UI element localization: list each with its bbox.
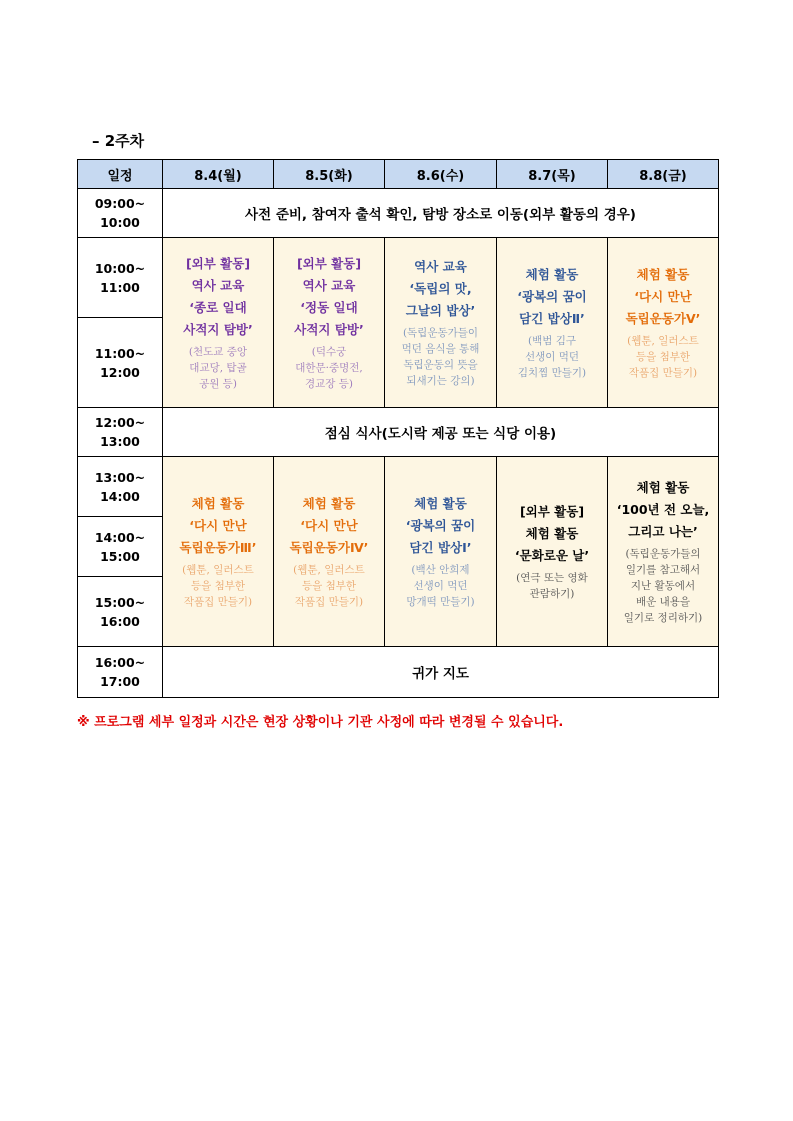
activity-wed-morning: 역사 교육 ‘독립의 맛, 그날의 밥상’ (독립운동가들이 먹던 음식을 통해 독립운동의 뜻을 되새기는 강의) — [385, 238, 497, 408]
activity-mon-afternoon: 체험 활동 ‘다시 만난 독립운동가Ⅲ’ (웹툰, 일러스트 등을 첨부한 작품집 만들기) — [163, 457, 274, 647]
prep-cell: 사전 준비, 참여자 출석 확인, 탐방 장소로 이동(외부 활동의 경우) — [163, 189, 719, 238]
change-notice: ※ 프로그램 세부 일정과 시간은 현장 상황이나 기관 사정에 따라 변경될 수 있습니다. — [77, 715, 564, 730]
time-cell-1200: 12:00~ 13:00 — [78, 408, 163, 457]
header-day-mon: 8.4(월) — [163, 160, 274, 189]
time-cell-0900: 09:00~ 10:00 — [78, 189, 163, 238]
time-cell-1600: 16:00~ 17:00 — [78, 647, 163, 698]
time-cell-1100: 11:00~ 12:00 — [78, 318, 163, 408]
schedule-table — [77, 159, 719, 698]
activity-fri-afternoon: 체험 활동 ‘100년 전 오늘, 그리고 나는’ (독립운동가들의 일기를 참고해서 지난 활동에서 배운 내용을 일기로 정리하기) — [608, 457, 719, 647]
time-cell-1400: 14:00~ 15:00 — [78, 517, 163, 577]
activity-wed-afternoon: 체험 활동 ‘광복의 꿈이 담긴 밥상Ⅰ’ (백산 안희제 선생이 먹던 망개떡 만들기) — [385, 457, 497, 647]
row-1300 — [78, 457, 719, 517]
header-schedule: 일정 — [78, 160, 163, 189]
activity-thu-afternoon: [외부 활동] 체험 활동 ‘문화로운 날’ (연극 또는 영화 관람하기) — [497, 457, 608, 647]
row-1200 — [78, 408, 719, 457]
header-day-fri: 8.8(금) — [608, 160, 719, 189]
activity-tue-afternoon: 체험 활동 ‘다시 만난 독립운동가Ⅳ’ (웹툰, 일러스트 등을 첨부한 작품집 만들기) — [274, 457, 385, 647]
time-cell-1500: 15:00~ 16:00 — [78, 577, 163, 647]
time-cell-1300: 13:00~ 14:00 — [78, 457, 163, 517]
time-cell-1000: 10:00~ 11:00 — [78, 238, 163, 318]
activity-fri-morning: 체험 활동 ‘다시 만난 독립운동가Ⅴ’ (웹툰, 일러스트 등을 첨부한 작품집 만들기) — [608, 238, 719, 408]
section-heading: – 2주차 — [92, 132, 145, 150]
header-day-thu: 8.7(목) — [497, 160, 608, 189]
header-row — [78, 160, 719, 189]
row-1600 — [78, 647, 719, 698]
header-day-wed: 8.6(수) — [385, 160, 497, 189]
lunch-cell: 점심 식사(도시락 제공 또는 식당 이용) — [163, 408, 719, 457]
row-0900 — [78, 189, 719, 238]
activity-mon-morning: [외부 활동] 역사 교육 ‘종로 일대 사적지 탐방’ (천도교 중앙 대교당, 탑골 공원 등) — [163, 238, 274, 408]
activity-tue-morning: [외부 활동] 역사 교육 ‘정동 일대 사적지 탐방’ (덕수궁 대한문·중명전, 경교장 등) — [274, 238, 385, 408]
header-day-tue: 8.5(화) — [274, 160, 385, 189]
activity-thu-morning: 체험 활동 ‘광복의 꿈이 담긴 밥상Ⅱ’ (백범 김구 선생이 먹던 김치찜 만들기) — [497, 238, 608, 408]
home-cell: 귀가 지도 — [163, 647, 719, 698]
row-1000 — [78, 238, 719, 318]
